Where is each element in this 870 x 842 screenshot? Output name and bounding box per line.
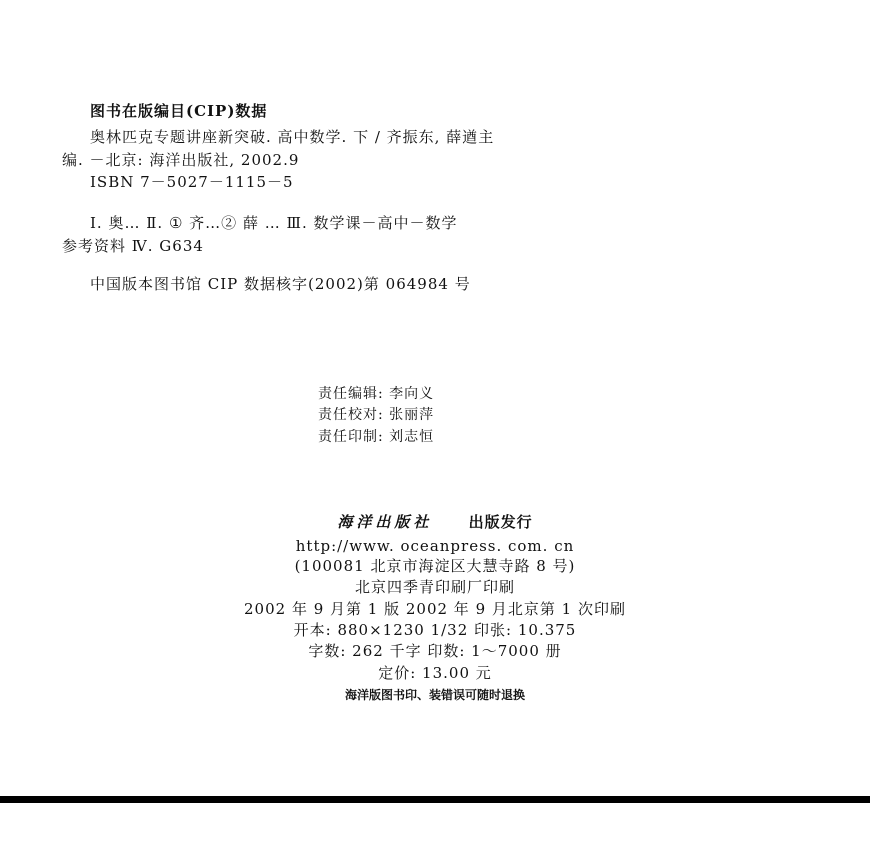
- cip-classification-line-2: 参考资料 Ⅳ. G634: [62, 237, 204, 255]
- return-notice: 海洋版图书印、装错误可随时退换: [344, 688, 525, 702]
- credit-editor: 责任编辑: 李向义: [318, 386, 435, 402]
- cip-verification-number: 中国版本图书馆 CIP 数据核字(2002)第 064984 号: [90, 275, 471, 293]
- credit-printing: 责任印制: 刘志恒: [318, 429, 435, 445]
- cip-isbn: ISBN 7－5027－1115－5: [90, 173, 294, 191]
- publisher-url: http://www. oceanpress. com. cn: [295, 537, 575, 555]
- publisher-line: [0, 514, 870, 530]
- printer: 北京四季青印刷厂印刷: [354, 578, 515, 596]
- price: 定价: 13.00 元: [378, 664, 492, 682]
- cip-title: 图书在版编目(CIP)数据: [90, 102, 268, 120]
- cip-classification-line: Ⅰ. 奥… Ⅱ. ① 齐…② 薛 … Ⅲ. 数学课－高中－数学: [90, 214, 458, 232]
- bottom-scan-border: [0, 796, 870, 803]
- cip-book-title-line: 奥林匹克专题讲座新突破. 高中数学. 下 / 齐振东, 薛遒主: [90, 128, 495, 146]
- edition-info: 2002 年 9 月第 1 版 2002 年 9 月北京第 1 次印刷: [244, 600, 626, 618]
- wordcount-info: 字数: 262 千字 印数: 1～7000 册: [308, 642, 562, 660]
- credit-proofreader: 责任校对: 张丽萍: [318, 407, 435, 423]
- publisher-seal: 海洋出版社: [337, 513, 433, 531]
- publisher-address: (100081 北京市海淀区大慧寺路 8 号): [294, 557, 576, 575]
- format-info: 开本: 880×1230 1/32 印张: 10.375: [293, 621, 577, 639]
- publisher-action: 出版发行: [468, 513, 533, 531]
- cip-publisher-line: 编. －北京: 海洋出版社, 2002.9: [62, 151, 300, 169]
